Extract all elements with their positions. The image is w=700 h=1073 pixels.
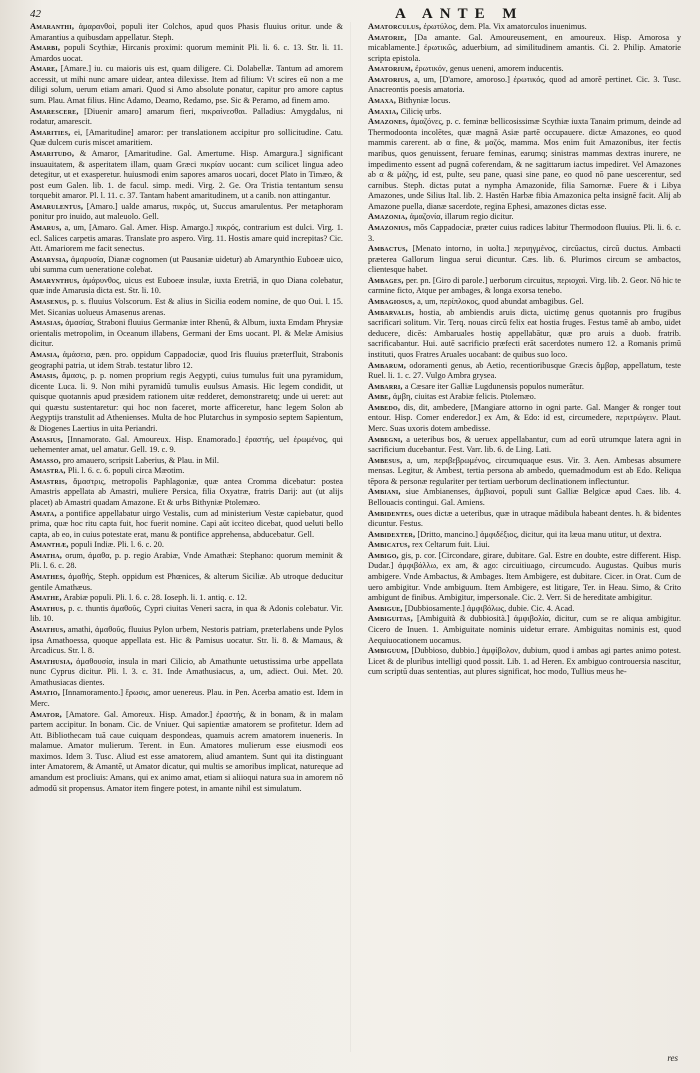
entry-headword: Ambiguum,	[368, 646, 409, 656]
dictionary-entry	[368, 614, 681, 646]
entry-headword: Ambigo,	[368, 550, 399, 560]
dictionary-entry	[30, 625, 343, 657]
entry-definition: [Da amante. Gal. Amoureusement, en amoureux. Hisp. Amorosa y micablamente.] ἐρωτικῶς, aduerbium, ad similitudinem amantis. Ci. 2. Philip. Amatorie scripta epistola.	[368, 32, 682, 63]
dictionary-entry	[30, 107, 343, 128]
entry-definition: [Innamoramento.] ἔρωσις, amor uenereus. Plau. in Pen. Acerba amatio est. Idem in Merc.	[30, 688, 343, 708]
entry-definition: [Amaro.] ualde amarus, πικρός, ut, Succus amarulentus. Per metaphoram ponitur pro inuido, aut maleuolo. Gell.	[30, 201, 343, 222]
entry-definition: a, um, [D'amore, amoroso.] ἐρωτικός, quod ad amorē pertinet. Cic. 3. Tusc. Anacreontis poesis amatoria.	[368, 74, 681, 95]
dictionary-entry	[30, 64, 343, 106]
entry-definition: a, um, [Amaro. Gal. Amer. Hisp. Amargo.] πικρός, contrarium est dulci. Virg. 1. ecl. Salices carpetis amaras. Translate pro aspero. Virg. 11. Hostis amare quid increpitas? Cic. Att. Amariorem me facit senectus.	[30, 222, 343, 254]
entry-headword: Ambidexter,	[368, 529, 416, 539]
entry-definition: ἀμαθής, Steph. oppidum est Phœnices, & alterum Siciliæ. Ab utroque deducitur gentile Amathæus.	[30, 572, 343, 592]
entry-headword: Amathe,	[30, 593, 62, 603]
entry-definition: dis, dit, ambedere, [Mangiare attorno in ogni parte. Gal. Manger & ronger tout entour. Hisp. Comer enderedor.] ex Am, & Edo: id est, circumedere, περιτρώγειν. Plaut. Merc. Suas uxoris dotem ambedisse.	[368, 402, 681, 433]
entry-headword: Ambidentes,	[368, 508, 415, 518]
entry-headword: Ambigue,	[368, 603, 403, 613]
entry-headword: Amaxia,	[368, 106, 399, 116]
entry-headword: Ambactus,	[368, 244, 408, 254]
entry-headword: Amanthæ,	[30, 540, 69, 550]
dictionary-entry	[368, 540, 681, 551]
dictionary-entry	[30, 466, 343, 477]
running-head: A ANTE M	[395, 6, 524, 22]
dictionary-entry	[368, 223, 681, 244]
dictionary-entry	[30, 435, 343, 456]
entry-definition: ἐρωτικόν, genus ueneni, amorem inducentis.	[414, 64, 564, 74]
entry-definition: Arabiæ populi. Pli. l. 6. c. 28. Ioseph. li. 1. antiq. c. 12.	[63, 593, 247, 603]
entry-headword: Amator,	[30, 709, 62, 719]
entry-definition: ἀμβη, ciuitas est Arabiæ felicis. Ptolemæo.	[392, 392, 536, 402]
page-number: 42	[30, 8, 41, 20]
dictionary-entry	[30, 540, 343, 551]
entry-headword: Ambarri,	[368, 381, 403, 391]
entry-definition: oues dictæ a ueteribus, quæ in utraque mādibula habeant dentes. h. & bidentes dicuntur. Festus.	[368, 508, 681, 529]
dictionary-entry	[368, 107, 681, 118]
dictionary-entry	[30, 276, 343, 297]
dictionary-entry	[368, 117, 681, 212]
dictionary-entry	[368, 551, 681, 604]
entry-definition: Pli. l. 6. c. 6. populi circa Mæotim.	[67, 466, 185, 476]
entry-definition: [Amatore. Gal. Amoreux. Hisp. Amador.] ἐραστής, & in bonam, & in malam partem accipitur. In bonam. Cic. de Vniuer. Qui sapientiæ amatorem se profitetur. Idem ad Att. Bibliothecam tuā caue cuiquam despondeas, quamuis acrem amatorem inueneris. In malamue. Amator mulierum. Terent. in Eun. Amatores mulierum esse eiusmodi eos maximos. Idem 3. Tusc. Aliud est esse amatorem, aliud amantem. Sunt qui ita distinguant inter Amatorem, & Amantē, ut Amator dicatur, qui multis se amoribus implicat, natureque ad amandum est procliuis: Amans, qui ex animo amat, etiam si aliioqui natura sua in amorem nō admodū sit propensus. Amator item fingere potest, in amante nihil est simulatum.	[30, 709, 343, 793]
dictionary-entry	[30, 350, 343, 371]
dictionary-entry	[30, 22, 343, 43]
entry-definition: gis, p. cor. [Circondare, girare, dubitare. Gal. Estre en doubte, estre different. Hisp. Dudar.] ἀμφιβάλλω, ex am, & ago: circuitiuago, circumcudo. Augustas. Quibus muris ambigere. Vnde Ambactus, & Ambages. Item Ambigere, est dubitare. Cicer. in Orat. Cum de uero ambigitur. Vnde ambiguum. Item Ambigere, est litigare, Ter. in Heau. Simo, & Crito ambigunt de finibus. Ambigitur, impersonale. Cic. 2. Verr. Si de hereditate ambigitur.	[368, 550, 681, 603]
entry-definition: [Diuenir amaro] amarum fieri, πικραίνεσθαι. Palladius: Amygdalus, ni rodatur, amarescit.	[30, 106, 343, 127]
dictionary-entry	[368, 244, 681, 276]
dictionary-entry	[368, 456, 681, 488]
dictionary-entry	[368, 75, 681, 96]
dictionary-entry	[368, 297, 681, 308]
dictionary-entry	[30, 223, 343, 255]
entry-definition: ἀμασίας, Straboni fluuius Germaniæ inter Rhenū, & Album, iuxta Emdam Phrysiæ orientalis metropolim, in Oceanum illabens, Germani der Ems uocant. Pl. & Melæ Amisius dicitur.	[30, 318, 343, 349]
dictionary-entry	[30, 371, 343, 434]
entry-headword: Amarysia,	[30, 254, 69, 264]
dictionary-entry	[368, 212, 681, 223]
entry-definition: [Innamorato. Gal. Amoureux. Hisp. Enamorado.] ἐραστής, uel ἐρωμένος, qui uehementer amat, uel amatur. Gell. 19. c. 9.	[30, 434, 343, 455]
entry-headword: Amastra,	[30, 466, 66, 476]
entry-headword: Amata,	[30, 508, 57, 518]
entry-headword: Amarities,	[30, 127, 71, 137]
dictionary-entry	[368, 96, 681, 107]
entry-definition: & Amaror, [Amaritudine. Gal. Amertume. Hisp. Amargura.] significant insuauitatem, & asperitatem illam, quam Græci πικρίαν uocant: cum scilicet lingua adeo detegitur, ut et exasperetur. huiusmodi enim sapores amaros uocari, docet Plato in Timæo, & post eum Galen. lib. 1. de facul. simp. medi. Virg. 2. Ge. Ora Tristia tentantum sensu torquebit amaror. Pl. l. 11. c. 37. Tantam habent amaritudinem, ut a canib. non attingantur.	[30, 148, 344, 201]
entry-definition: ἀμαρυσία, Dianæ cognomen (ut Pausaniæ uidetur) ab Amarynthio Euboeæ uico, ubi summa cum ueneratione colebat.	[30, 254, 343, 275]
dictionary-entry	[30, 572, 343, 593]
dictionary-entry	[368, 308, 681, 361]
entry-definition: populi Indiæ. Pli. l. 6. c. 20.	[70, 540, 164, 550]
entry-definition: [Ambiguità & dubbiosità.] ἀμφιβολία, dicitur, cum se re aliqua ambigitur. Cicero de Inuen. 1. Ambiguitate nominis uidetur errare. Ambiguitas nominis est, quod Aequiuocationem uocamus.	[368, 614, 681, 645]
dictionary-entry	[30, 477, 343, 509]
dictionary-entry	[368, 33, 681, 65]
entry-headword: Amarbi,	[30, 43, 61, 53]
entry-definition: ἄμαστρις, metropolis Paphlagoniæ, quæ antea Cromma dicebatur: postea Amastris appellata ab Amastri, muliere Persica, filia Oxyatræ, fratris Darij: aut (ut alijs placet) ab Amastri quadam Amazone. Et & urbs Bithyniæ Ptolemæo.	[30, 476, 343, 508]
dictionary-entry	[30, 456, 343, 467]
dictionary-entry	[30, 551, 343, 572]
entry-headword: Amathus,	[30, 603, 66, 613]
entry-headword: Amarynthus,	[30, 275, 80, 285]
dictionary-entry	[30, 202, 343, 223]
catchword: res	[667, 1053, 678, 1063]
entry-headword: Amasia,	[30, 349, 60, 359]
entry-definition: odoramenti genus, ab Aetio, recentioribusque Græcis ἄμβαρ, appellatum, teste Ruel. li. 1. c. 27. Vulgo Ambra grysea.	[368, 360, 681, 381]
entry-headword: Amazones,	[368, 117, 409, 127]
entry-definition: amathi, ἀμαθοῦς, fluuius Pylon urbem, Nestoris patriam, præterlabens unde Pylos ipsa Amathoessa, quoque appellata est. Hic & Pamisus uocatur. Str. li. 8. & Mamaus, & Arcadicus. Str. l. 8.	[30, 624, 343, 656]
dictionary-entry	[30, 604, 343, 625]
dictionary-entry	[368, 435, 681, 456]
entry-headword: Amarus,	[30, 222, 62, 232]
dictionary-entry	[30, 255, 343, 276]
entry-definition: ἀμάσεια, pæn. pro. oppidum Cappadociæ, quod Iris fluuius præterfluit, Strabonis geographi patria, ut idem Strab. testatur libro 12.	[30, 349, 343, 370]
entry-definition: a pontifice appellabatur uirgo Vestalis, cum ad ministerium Vestæ capiebatur, quod prima, quæ hoc ritu capta fuit, hoc fuerit nomine. Capi aūt icciteo dicebat, quod ueluti bello capta, ab eo, in cuius potestate erat, manu & pontifice apprehensa, abducebatur. Gell.	[30, 508, 343, 539]
dictionary-entry	[368, 22, 681, 33]
dictionary-entry	[30, 128, 343, 149]
entry-headword: Amatorium,	[368, 64, 413, 74]
entry-headword: Amatha,	[30, 550, 63, 560]
dictionary-entry	[30, 149, 343, 202]
entry-definition: [Dritto, mancino.] ἀμφιδέξιος, dicitur, qui ita læua manu utitur, ut dextra.	[417, 529, 662, 539]
entry-definition: p. s. fluuius Volscorum. Est & alius in Sicilia eodem nomine, de quo Oui. l. 15. Met. Sicanias uolueus Amasenus arenas.	[30, 297, 343, 317]
entry-definition: [Menato intorno, in uolta.] περιηγμένος, circūactus, circū ductus. Ambacti præterea Gallorum lingua serui dicuntur. Cæs. lib. 6. Plurimos circum se ambactos, clientesque habet.	[368, 244, 681, 275]
entry-headword: Amathusia,	[30, 656, 73, 666]
entry-definition: ei, [Amaritudine] amaror: per translationem accipitur pro sollicitudine. Catu. Quæ dulcem curis miscet amaritiem.	[30, 127, 344, 148]
entry-definition: ἀμαθουσία, insula in mari Cilicio, ab Amathunte uetustissima urbe appellata nunc Cyprus dicitur. Pli. l. 3. c. 31. Inde Amathusiacus, a, um, adiect. Oui. Met. 20. Amathusiacas dientes.	[30, 656, 343, 687]
entry-headword: Amare,	[30, 64, 58, 74]
entry-definition: [Amare.] iu. cu maioris uis est, quam diligere. Ci. Dolabellæ. Tantum ad amorem accessit, ut mihi nunc amare uidear, antea dilexisse. Item ad filium: Vt scires eū non a me diligi solum, uerum etiam amari. Quod si Amo absolute ponatur, capitur pro amore captus sum. Plau. Amat filius. Hinc Adamo, Deamo, Redamo, pse. Sic & Peramo, ad finem amo.	[30, 64, 343, 106]
dictionary-entry	[368, 487, 681, 508]
entry-headword: Amathes,	[30, 572, 66, 582]
entry-definition: per. pn. [Giro di parole.] uerborum circuitus, περιοχαὶ. Virg. lib. 2. Geor. Nō hic te carmine ficto, Atque per ambages, & longa exorsa tenebo.	[368, 275, 681, 296]
dictionary-entry	[368, 403, 681, 435]
entry-definition: ἀμαζόνες, p. c. feminæ bellicosissimæ Scythiæ iuxta Tanaim primum, deinde ad Thermodoonta incolētes, quæ magnā Asiæ partē occupauere. dictæ Amazones, eo quod mammis carerent. ab α fine, & μαζός, mamma. Mos enim fuit Amazonibus, iter fectis maribus, quos genuissent, feruare feminas, earumq; sinistras mammas dextras inurere, ne impedimento essent ad pugnā coferendam, & ne sagittarum iactus impediret. Vel Amazones ab α & μάζης, id est, pulte, seu pane, quasi sine pane, eo quod nō pane uescerentur, sed carnibus. Steph. dictas putat a nympha Amazonide, filia Samornæ. Fuere & i Libya Amazones, unde Silius Ital. lib. 2. Hastēn Harbæ fibia Amazonica pelta insignē facit. Alij ab Amazone puella, dianæ sacerdote, regina Ephesi, amazones dictas esse.	[368, 117, 681, 211]
entry-definition: [Dubbiosamente.] ἀμφιβόλως, dubie. Cic. 4. Acad.	[404, 603, 575, 613]
entry-headword: Amasius,	[30, 434, 64, 444]
entry-headword: Amatorius,	[368, 74, 411, 84]
entry-headword: Amasias,	[30, 318, 64, 328]
entry-headword: Amastris,	[30, 476, 68, 486]
entry-headword: Ambages,	[368, 275, 404, 285]
entry-headword: Amarulentus,	[30, 201, 84, 211]
entry-definition: a Cæsare iter Galliæ Lugdunensis populos numerātur.	[404, 381, 584, 391]
entry-headword: Amatio,	[30, 688, 61, 698]
entry-headword: Ambiguitas,	[368, 614, 413, 624]
dictionary-entry	[368, 530, 681, 541]
entry-headword: Amazonius,	[368, 222, 412, 232]
dictionary-entry	[30, 43, 343, 64]
entry-headword: Amasis,	[30, 371, 59, 381]
entry-headword: Amaranthi,	[30, 22, 75, 31]
entry-definition: a, um, περιβεβρωμένος, circumquaque esus. Vir. 3. Aen. Ambesas absumere mensas. Legitur, & Ambest, tertia persona ab ambedo, quemadmodum est ab Edo. Reliqua tēpora & personæ regulariter per tertiam uerborum declinationem inflectuntur.	[368, 455, 681, 486]
dictionary-entry	[30, 657, 343, 689]
entry-headword: Ambarum,	[368, 360, 407, 370]
entry-definition: ἄμασις, p. p. nomen proprium regis Aegypti, cuius tumulus fuit una pyramidum, dicente Luca. li. 9. Non mihi pyramidū tumulis euulsus Amasis. Hic legem condidit, ut quisque quotannis apud præsidem rationem uitæ redderet, demonstraretq; unde ui ueret: aut qui quæstu sustentaretur: qui hoc non faceret, morte afficeretur, hanc legem Solon ab Aegyptijs transtulit ad Athenienses. Multa de hoc Plutarchus in symposio septem Sapientum, & Diogenes Laertius in uita Periandri.	[30, 371, 343, 433]
entry-definition: hostia, ab ambiendis aruis dicta, uictimę genus quotannis pro frugibus sacrificari solitum. Vir. Terq. nouas circū felix eat hostia fruges. Festus tamē ab ambo, uidet deducere, dicēs: Ambaruales hostię appellabātur, quæ pro aruis a duob. fratrib. sacrificabantur. Hui. autē sacrificio præfecti erāt sacerdotes numero 12. a Romanis primū instituti, quos Fratres Aruales uocabant: de quibus suo loco.	[368, 307, 681, 359]
dictionary-entry	[368, 509, 681, 530]
dictionary-entry	[30, 710, 343, 795]
entry-headword: Ambarvalis,	[368, 307, 414, 317]
entry-headword: Ambesus,	[368, 455, 403, 465]
entry-headword: Ambiani,	[368, 487, 401, 497]
entry-definition: rex Celtarum fuit. Liui.	[412, 540, 490, 550]
entry-definition: pro amauero, scripsit Laberius, & Plau. in Mil.	[62, 455, 219, 465]
entry-definition: ἀμαζονία, illarum regio dicitur.	[409, 212, 514, 222]
entry-headword: Amatorie,	[368, 32, 407, 42]
left-column	[30, 22, 343, 794]
entry-headword: Amaxa,	[368, 96, 396, 106]
entry-headword: Ambagiosus,	[368, 297, 415, 307]
entry-headword: Amathus,	[30, 624, 66, 634]
dictionary-entry	[368, 604, 681, 615]
entry-headword: Ambegni,	[368, 434, 403, 444]
dictionary-entry	[368, 392, 681, 403]
entry-definition: a, um, περίπλοκος, quod abundat ambagibus. Gel.	[417, 297, 584, 307]
dictionary-entry	[30, 688, 343, 709]
entry-definition: mōs Cappadociæ, præter cuius radices labitur Thermodoon fluuius. Pli. li. 6. c. 3.	[368, 222, 681, 243]
dictionary-entry	[368, 276, 681, 297]
dictionary-entry	[368, 64, 681, 75]
dictionary-entry	[30, 297, 343, 318]
entry-headword: Ambedo,	[368, 402, 401, 412]
entry-headword: Amaritudo,	[30, 148, 75, 158]
entry-headword: Amasso,	[30, 455, 61, 465]
entry-definition: ἐρωτύλος, dem. Pla. Vix amatorculos inuenimus.	[423, 22, 587, 31]
entry-definition: Bithyniæ locus.	[398, 96, 451, 106]
dictionary-entry	[30, 318, 343, 350]
dictionary-entry	[368, 646, 681, 678]
entry-definition: siue Ambianenses, ἀμβιανοί, populi sunt Galliæ Belgicæ apud Caes. lib. 4. Bellouacis contingui. Gal. Amiens.	[368, 487, 681, 508]
column-gutter	[350, 22, 351, 1052]
entry-headword: Ambe,	[368, 392, 391, 402]
right-column	[368, 22, 681, 678]
entry-headword: Amazonia,	[368, 212, 408, 222]
entry-definition: [Dubbioso, dubbio.] ἀμφίβολον, dubium, quod i ambas agi partes animo potest. Licet & de pluribus intelligi quod possit. Lib. 1. ad Heren. Ex ambiguo controuersia nascitur, cum scriptū duas sententias, aut plures significat, hoc modo, Tullius meus he-	[368, 646, 681, 677]
entry-definition: populi Scythiæ, Hircanis proximi: quorum meminit Pli. li. 6. c. 13. Str. li. 11. Amardos uocat.	[30, 43, 344, 63]
dictionary-entry	[368, 382, 681, 393]
entry-definition: orum, ἀμαθα, p. p. regio Arabiæ, Vnde Amathæi: Stephano: quorum meminit & Pli. l. 6. c. 28.	[30, 550, 343, 571]
dictionary-entry	[368, 361, 681, 382]
entry-definition: ἀμαρανθοὶ, populi iter Colchos, apud quos Phasis fluuius oritur. unde & Amarantius a quibusdam appellatur. Steph.	[30, 22, 343, 42]
entry-definition: p. c. thuntis ἀμαθοῦς, Cypri ciuitas Veneri sacra, in qua & Adonis colebatur. Vir. lib. 10.	[30, 603, 343, 624]
entry-headword: Amarescere,	[30, 106, 79, 116]
dictionary-entry	[30, 509, 343, 541]
dictionary-entry	[30, 593, 343, 604]
entry-headword: Amasenus,	[30, 297, 70, 307]
entry-headword: Amatorculus,	[368, 22, 422, 31]
entry-definition: a ueteribus bos, & ueruex appellabantur, cum ad eorū utrumque latera agni in sacrificium ducebantur. Fest. Varr. lib. 6. de Ling. Lati.	[368, 434, 681, 455]
entry-headword: Ambicatus,	[368, 540, 411, 550]
entry-definition: Cilicię urbs.	[400, 106, 442, 116]
entry-definition: ἀμάρυνθος, uicus est Euboeæ insulæ, iuxta Eretriā, in quo Diana colebatur, quæ inde Amarusia dicta est. Str. li. 10.	[30, 275, 344, 296]
